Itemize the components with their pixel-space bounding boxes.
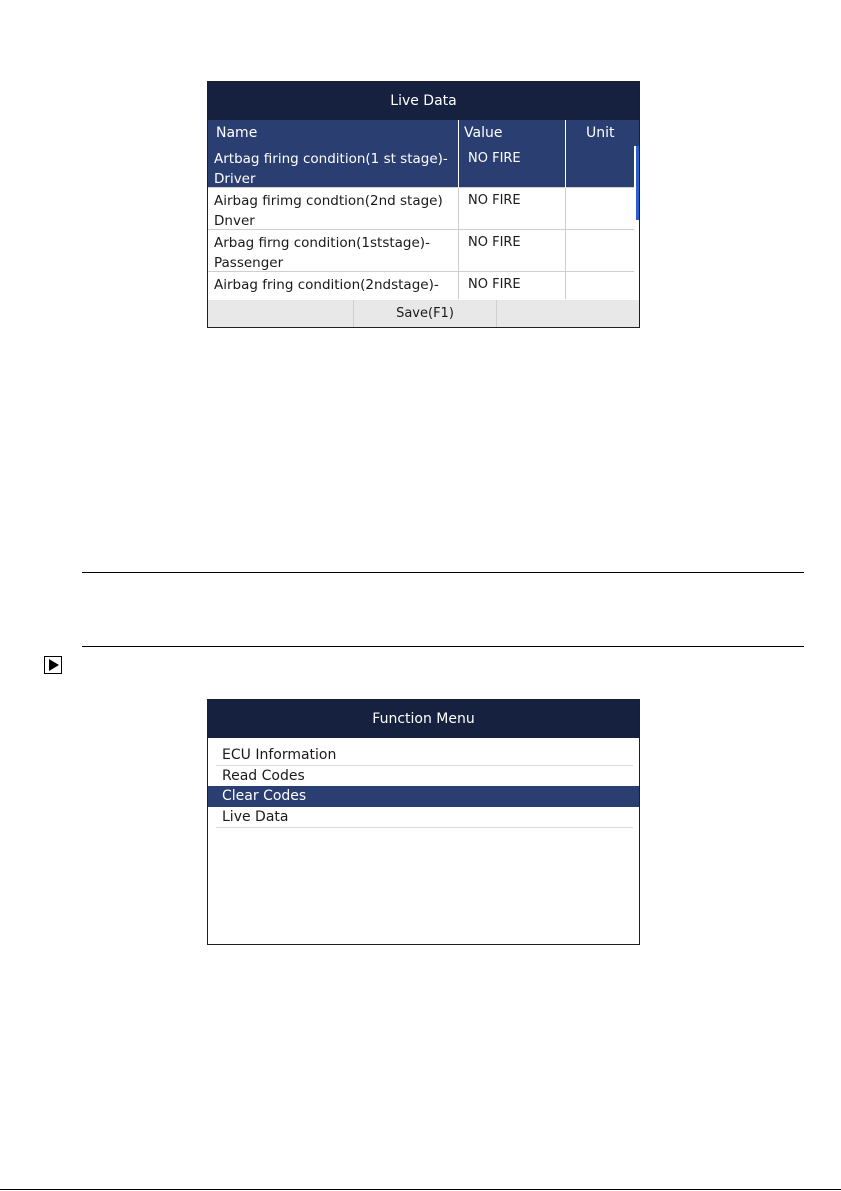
menu-item-clear-codes[interactable]: Clear Codes (208, 786, 639, 807)
live-data-screen (207, 81, 640, 328)
table-row[interactable] (208, 230, 634, 272)
table-row[interactable] (208, 188, 634, 230)
table-header (208, 120, 639, 146)
column-divider (458, 188, 459, 230)
column-divider (565, 272, 566, 299)
row-name: Airbag fring condition(2ndstage)- (214, 277, 439, 293)
divider-line (82, 572, 804, 573)
column-divider (458, 146, 459, 188)
column-divider (565, 188, 566, 230)
row-name: Arbag firng condition(1ststage)-Passenger (214, 235, 430, 271)
f-key-left-button[interactable] (208, 300, 353, 327)
column-divider (565, 230, 566, 272)
page-bottom-line (0, 1189, 841, 1190)
row-name: Artbag firing condition(1 st stage)-Driver (214, 151, 448, 187)
play-arrow-icon (44, 656, 62, 674)
function-key-bar (208, 300, 639, 327)
column-divider (458, 120, 459, 146)
column-divider (458, 230, 459, 272)
column-divider (458, 272, 459, 299)
column-divider (565, 146, 566, 188)
column-header-name: Name (216, 125, 258, 141)
menu-item-ecu-information[interactable]: ECU Information (216, 745, 633, 766)
row-value: NO FIRE (468, 235, 521, 250)
column-header-unit: Unit (586, 125, 615, 141)
menu-item-live-data[interactable]: Live Data (216, 807, 633, 828)
row-value: NO FIRE (468, 277, 521, 292)
column-header-value: Value (464, 125, 503, 141)
save-button[interactable]: Save(F1) (396, 306, 454, 321)
scrollbar[interactable] (636, 146, 639, 220)
table-row[interactable] (208, 146, 634, 188)
row-name: Airbag firimg condtion(2nd stage) Dnver (214, 193, 443, 229)
f-key-right-button[interactable] (497, 300, 639, 327)
menu-item-read-codes[interactable]: Read Codes (216, 766, 633, 787)
screen-title: Live Data (208, 82, 639, 120)
column-divider (565, 120, 566, 146)
function-menu-screen (207, 699, 640, 945)
row-value: NO FIRE (468, 151, 521, 166)
screen-title: Function Menu (208, 700, 639, 738)
row-value: NO FIRE (468, 193, 521, 208)
table-row[interactable] (208, 272, 634, 299)
divider-line (82, 646, 804, 647)
